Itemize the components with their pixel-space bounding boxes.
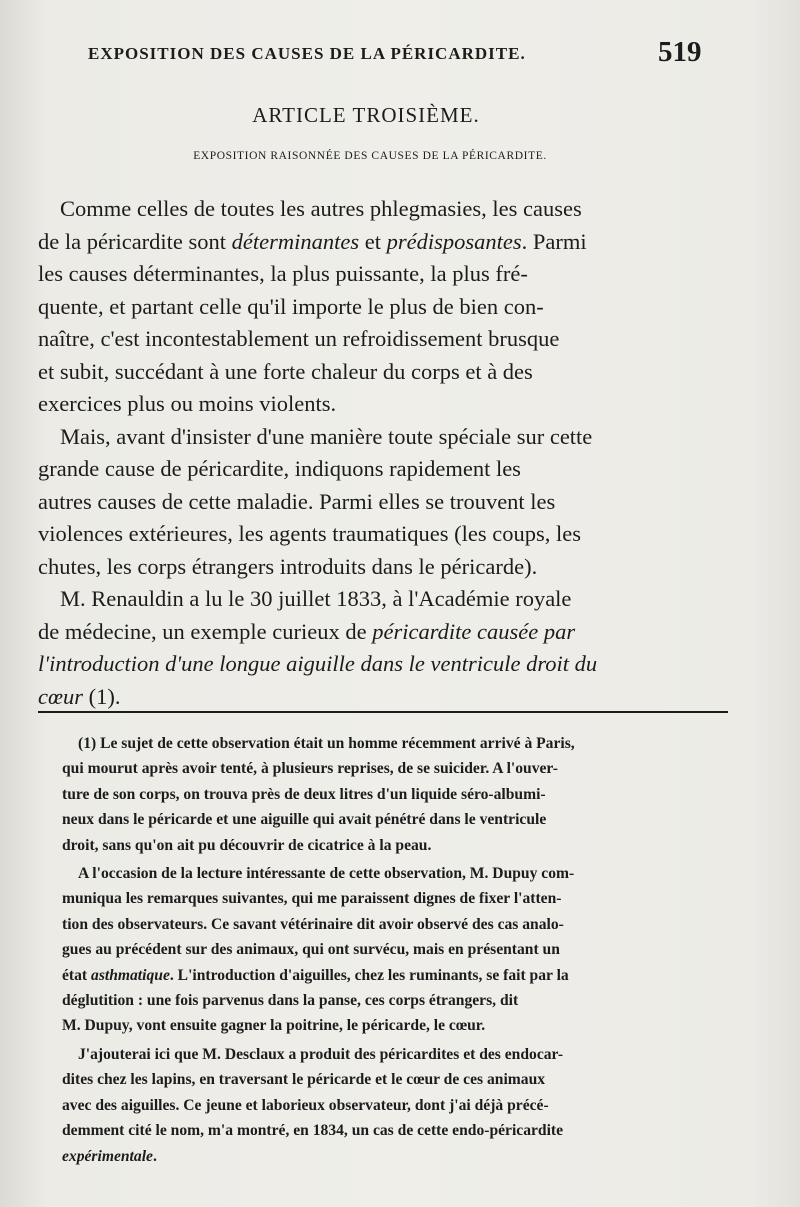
footnotes <box>62 731 738 1169</box>
paragraph-2 <box>38 421 728 584</box>
note-line: J'ajouterai ici que M. Desclaux a produit des péricardites et des endocar- <box>78 1045 564 1063</box>
footnote-2 <box>62 861 738 1039</box>
note-line: avec des aiguilles. Ce jeune et laborieux observateur, dont j'ai déjà précé- <box>62 1096 549 1114</box>
page-number: 519 <box>658 36 702 68</box>
note-line: qui mourut après avoir tenté, à plusieurs reprises, de se suicider. A l'ouver- <box>62 760 558 778</box>
footnote-3 <box>62 1042 738 1169</box>
note-line: (1) Le sujet de cette observation était un homme récemment arrivé à Paris, <box>78 735 575 752</box>
paragraph-3 <box>38 583 728 713</box>
text-line: l'introduction d'une longue aiguille dans le ventricule droit du <box>38 651 598 676</box>
italic-term: déterminantes <box>231 228 360 254</box>
text-line: M. Renauldin a lu le 30 juillet 1833, à l'Académie royale <box>60 586 572 611</box>
text-span: état <box>62 966 92 984</box>
text-line <box>38 681 728 714</box>
main-text <box>38 193 728 713</box>
article-title: ARTICLE TROISIÈME. <box>252 103 480 127</box>
note-line: déglutition : une fois parvenus dans la panse, ces corps étrangers, dit <box>62 992 519 1010</box>
text-span: de médecine, un exemple curieux de <box>38 618 373 644</box>
note-line <box>62 963 738 988</box>
note-line: A l'occasion de la lecture intéressante de cette observation, M. Dupuy com- <box>78 865 575 883</box>
text-line: chutes, les corps étrangers introduits dans le péricarde). <box>38 553 538 579</box>
text-line: autres causes de cette maladie. Parmi elles se trouvent les <box>38 488 556 514</box>
note-line: gues au précédent sur des animaux, qui ont survécu, mais en présentant un <box>62 941 560 959</box>
footnote-ref[interactable]: (1). <box>83 683 121 709</box>
text-line: les causes déterminantes, la plus puissante, la plus fré- <box>38 261 528 286</box>
text-line: et subit, succédant à une forte chaleur du corps et à des <box>38 358 533 384</box>
note-line: muniqua les remarques suivantes, qui me paraissent dignes de fixer l'atten- <box>62 890 562 908</box>
italic-term: péricardite causée par <box>372 618 576 644</box>
note-line: tion des observateurs. Ce savant vétérinaire dit avoir observé des cas analo- <box>62 915 564 933</box>
text-line: Mais, avant d'insister d'une manière toute spéciale sur cette <box>60 423 593 449</box>
text-line <box>38 616 728 649</box>
text-span: . <box>152 1147 157 1165</box>
note-line <box>62 1144 738 1169</box>
italic-term: asthmatique <box>91 966 170 984</box>
note-line: M. Dupuy, vont ensuite gagner la poitrine, le péricarde, le cœur. <box>62 1017 486 1035</box>
note-line: droit, sans qu'on ait pu découvrir de cicatrice à la peau. <box>62 836 432 854</box>
article-subtitle: EXPOSITION RAISONNÉE DES CAUSES DE LA PÉRICARDITE. <box>193 150 547 162</box>
footnote-divider <box>38 711 728 713</box>
text-line: violences extérieures, les agents traumatiques (les coups, les <box>38 521 581 546</box>
text-span: . L'introduction d'aiguilles, chez les ruminants, se fait par la <box>169 966 569 984</box>
note-line: dites chez les lapins, en traversant le péricarde et le cœur de ces animaux <box>62 1071 546 1089</box>
note-line: demment cité le nom, m'a montré, en 1834, un cas de cette endo-péricardite <box>62 1122 564 1140</box>
text-line <box>38 226 728 259</box>
text-span: . Parmi <box>521 228 587 254</box>
text-line: Comme celles de toutes les autres phlegmasies, les causes <box>60 196 582 221</box>
running-head: EXPOSITION DES CAUSES DE LA PÉRICARDITE. <box>88 44 526 63</box>
paragraph-1 <box>38 193 728 421</box>
italic-term: cœur <box>38 683 83 709</box>
text-line: naître, c'est incontestablement un refroidissement brusque <box>38 326 560 351</box>
text-line: exercices plus ou moins violents. <box>38 391 337 416</box>
note-line: neux dans le péricarde et une aiguille qui avait pénétré dans le ventricule <box>62 811 547 829</box>
italic-term: prédisposantes <box>386 228 522 254</box>
footnote-1 <box>62 731 738 858</box>
text-span: et <box>359 228 387 254</box>
text-line: grande cause de péricardite, indiquons rapidement les <box>38 456 521 481</box>
text-span: de la péricardite sont <box>38 228 232 254</box>
note-line: ture de son corps, on trouva près de deux litres d'un liquide séro-albumi- <box>62 785 546 803</box>
text-line: quente, et partant celle qu'il importe le plus de bien con- <box>38 293 544 319</box>
italic-term: expérimentale <box>62 1147 153 1165</box>
